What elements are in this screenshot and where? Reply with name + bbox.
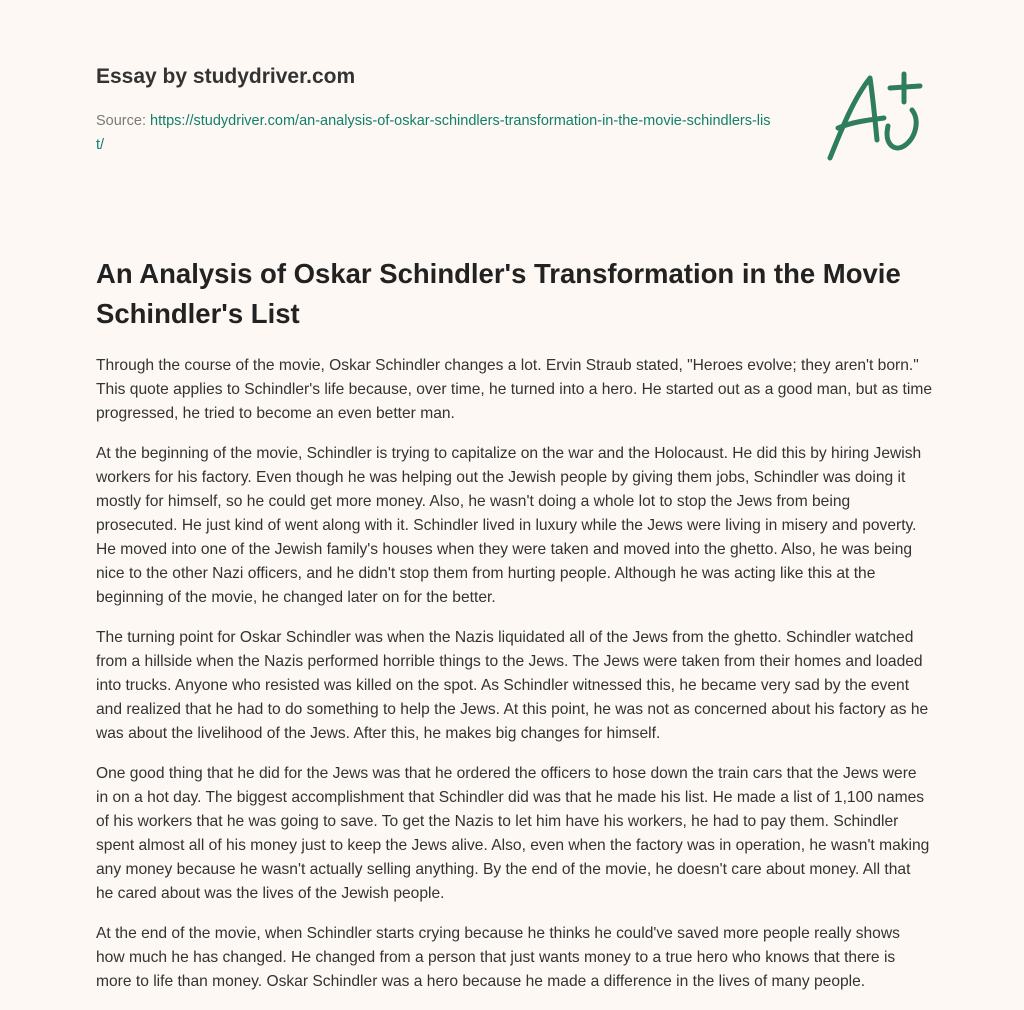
essay-page [96, 0, 932, 1010]
essay-body [96, 354, 932, 1010]
essay-title: An Analysis of Oskar Schindler's Transformation in the Movie Schindler's List [96, 258, 901, 329]
essay-paragraph-4: One good thing that he did for the Jews was that he ordered the officers to hose down the train cars that the Jews were in on a hot day. The biggest accomplishment that Schindler did was that he made his list. He made a list of 1,100 names of his workers that he was going to save. To get the Nazis to let him have his workers, he had to pay them. Schindler spent almost all of his money just to keep the Jews alive. Also, even when the factory was in operation, he wasn't making any money because he wasn't actually selling anything. By the end of the movie, he doesn't care about money. All that he cared about was the lives of the Jewish people. [96, 765, 930, 902]
essay-paragraph-3: The turning point for Oskar Schindler was when the Nazis liquidated all of the Jews from the ghetto. Schindler watched from a hillside when the Nazis performed horrible things to the Jews. The Jews were taken from their homes and loaded into trucks. Anyone who resisted was killed on the spot. As Schindler witnessed this, he became very sad by the event and realized that he had to do something to help the Jews. At this point, he was not as concerned about his factory as he was about the livelihood of the Jews. After this, he makes big changes for himself. [96, 629, 929, 742]
site-title: Essay by studydriver.com [96, 65, 356, 88]
source-link[interactable]: https://studydriver.com/an-analysis-of-oskar-schindlers-transformation-in-the-movie-schindlers-list/ [96, 113, 771, 153]
source-line [96, 109, 776, 157]
essay-paragraph-1: Through the course of the movie, Oskar Schindler changes a lot. Ervin Straub stated, "Heroes evolve; they aren't born." This quote applies to Schindler's life because, over time, he turned into a hero. He started out as a good man, but as time progressed, he tried to become an even better man. [96, 357, 932, 422]
source-label: Source: [96, 113, 150, 129]
a-plus-logo-icon [824, 68, 924, 164]
essay-paragraph-2: At the beginning of the movie, Schindler is trying to capitalize on the war and the Holocaust. He did this by hiring Jewish workers for his factory. Even though he was helping out the Jewish people by giving them jobs, Schindler was doing it mostly for himself, so he could get more money. Also, he wasn't doing a whole lot to stop the Jews from being prosecuted. He just kind of went along with it. Schindler lived in luxury while the Jews were living in misery and poverty. He moved into one of the Jewish family's houses when they were taken and moved into the ghetto. Also, he was being nice to the other Nazi officers, and he didn't stop them from hurting people. Although he was acting like this at the beginning of the movie, he changed later on for the better. [96, 445, 922, 606]
essay-paragraph-5: At the end of the movie, when Schindler starts crying because he thinks he could've saved more people really shows how much he has changed. He changed from a person that just wants money to a true hero who knows that there is more to life than money. Oskar Schindler was a hero because he made a difference in the lives of many people. [96, 925, 900, 990]
